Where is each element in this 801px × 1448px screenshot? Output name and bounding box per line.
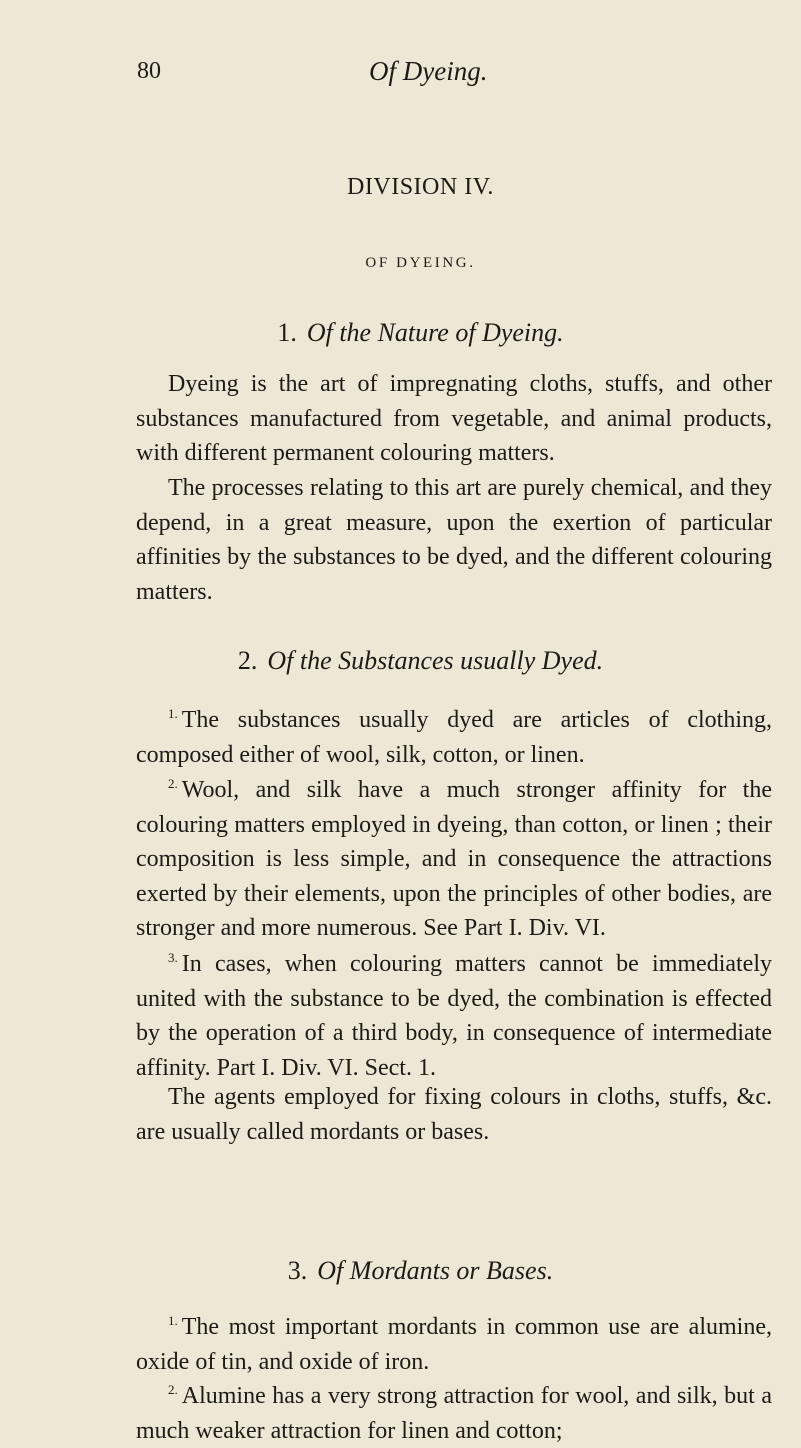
section-title: Of the Nature of Dyeing. xyxy=(306,318,564,347)
paragraph-marker: 2. xyxy=(168,1382,178,1397)
section-number: 3. xyxy=(287,1256,308,1285)
section-number: 1. xyxy=(277,318,297,347)
section-title: Of Mordants or Bases. xyxy=(317,1256,554,1285)
paragraph-marker: 2. xyxy=(168,776,178,791)
numbered-paragraph xyxy=(136,1304,772,1379)
section-heading-3 xyxy=(0,1256,801,1286)
paragraph: The processes relating to this art are purely chemical, and they depend, in a great measure, upon the exertion of particular affinities by the substances to be dyed, and the different colouring matters. xyxy=(136,475,772,605)
section-heading-1 xyxy=(0,318,801,348)
paragraph-marker: 3. xyxy=(168,950,178,965)
running-header xyxy=(0,58,801,98)
numbered-paragraph xyxy=(136,697,772,772)
section-heading-2 xyxy=(0,646,801,676)
paragraph: Dyeing is the art of impregnating cloths, stuffs, and other substances manufactured from vegetable, and animal products, with different permanent colouring matters. xyxy=(136,371,772,467)
paragraph-text: Wool, and silk have a much stronger affinity for the colouring matters employed in dyeing, than cotton, or linen ; their composition is less simple, and in consequence the attractions exerted by their elements, upon the principles of other bodies, are stronger and more numerous. See Part I. Div. VI. xyxy=(136,777,772,942)
section-title: Of the Substances usually Dyed. xyxy=(267,646,604,675)
numbered-paragraph xyxy=(136,1373,772,1448)
paragraph-text: Alumine has a very strong attraction for wool, and silk, but a much weaker attraction for linen and cotton; xyxy=(136,1383,772,1444)
paragraph-marker: 1. xyxy=(168,1313,178,1328)
section-number: 2. xyxy=(237,646,258,675)
numbered-paragraph xyxy=(136,767,772,946)
paragraph: The agents employed for fixing colours in cloths, stuffs, &c. are usually called mordants or bases. xyxy=(136,1084,772,1145)
division-heading: DIVISION IV. xyxy=(347,174,494,200)
paragraph-marker: 1. xyxy=(168,706,178,721)
paragraph-text: The most important mordants in common use are alumine, oxide of tin, and oxide of iron. xyxy=(136,1314,772,1375)
paragraph-text: The substances usually dyed are articles of clothing, composed either of wool, silk, cotton, or linen. xyxy=(136,707,772,768)
paragraph-text: In cases, when colouring matters cannot be immediately united with the substance to be dyed, the combination is effected by the operation of a third body, in consequence of intermediate affinity. Part I. Div. VI. Sect. 1. xyxy=(136,951,772,1081)
running-title: Of Dyeing. xyxy=(369,56,488,86)
numbered-paragraph xyxy=(136,941,772,1085)
page-number: 80 xyxy=(137,58,161,84)
division-subtitle: OF DYEING. xyxy=(365,255,476,271)
